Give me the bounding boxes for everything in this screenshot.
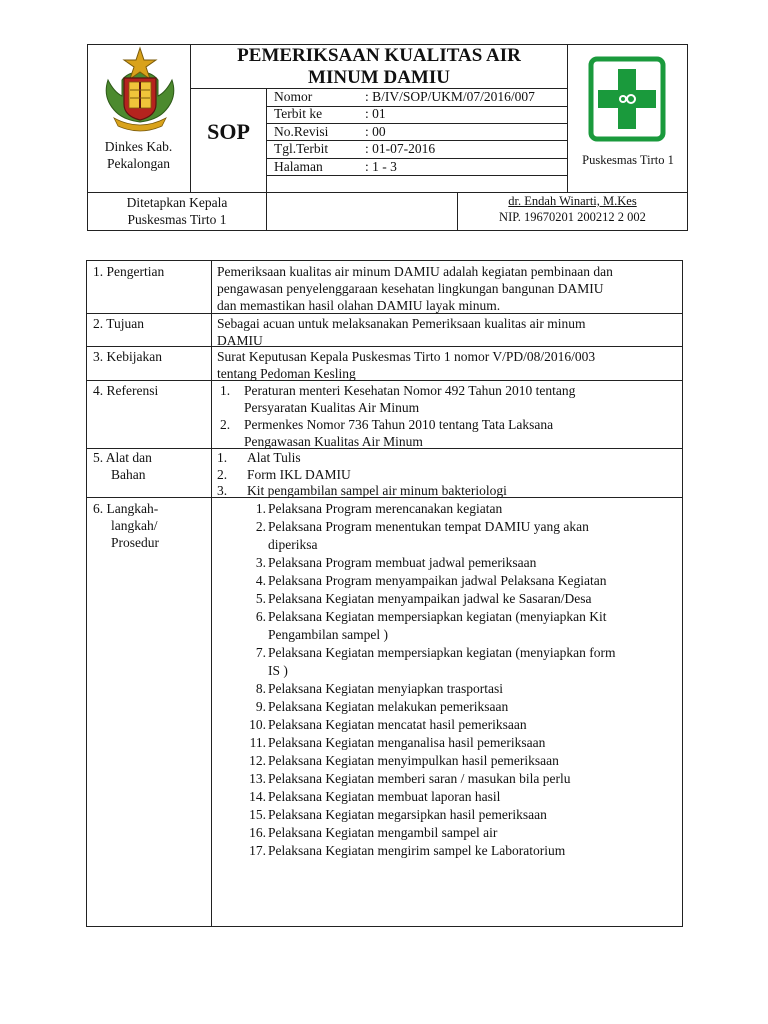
list-item: 8. Pelaksana Kegiatan menyiapkan trasportasi [255, 681, 504, 696]
signer-name: dr. Endah Winarti, M.Kes [508, 194, 637, 208]
label-alat-bahan: 5. Alat dan Bahan [93, 450, 152, 482]
meta-key: No.Revisi [274, 123, 329, 139]
list-referensi [220, 382, 678, 450]
list-item: 2. Permenkes Nomor 736 Tahun 2010 tentang Tata Laksana Pengawasan Kualitas Air Minum [220, 417, 554, 449]
list-item: 10. Pelaksana Kegiatan mencatat hasil pemeriksaan [249, 717, 527, 732]
list-item: 1. Peraturan menteri Kesehatan Nomor 492 Tahun 2010 tentang Persyaratan Kualitas Air Minum [220, 383, 576, 415]
text-tujuan: Sebagai acuan untuk melaksanakan Pemeriksaan kualitas air minum DAMIU [217, 316, 586, 348]
sop-label: SOP [207, 119, 250, 144]
puskesmas-cross-icon [587, 53, 667, 143]
meta-value: : 00 [365, 123, 386, 139]
list-item: 9. Pelaksana Kegiatan melakukan pemeriksaan [255, 699, 509, 714]
right-org-name: Puskesmas Tirto 1 [582, 153, 674, 167]
regency-emblem-icon [100, 46, 180, 134]
list-item: 3. Pelaksana Program membuat jadwal pemeriksaan [255, 555, 537, 570]
list-item: 11. Pelaksana Kegiatan menganalisa hasil pemeriksaan [249, 735, 546, 750]
list-item: 14. Pelaksana Kegiatan membuat laporan hasil [249, 789, 501, 804]
list-item: 2. Pelaksana Program menentukan tempat DAMIU yang akan diperiksa [255, 519, 589, 552]
label-kebijakan: 3. Kebijakan [93, 349, 162, 364]
list-item: 15. Pelaksana Kegiatan megarsipkan hasil pemeriksaan [249, 807, 547, 822]
list-item: 13. Pelaksana Kegiatan memberi saran / masukan bila perlu [249, 771, 571, 786]
list-item: 6. Pelaksana Kegiatan mempersiapkan kegiatan (menyiapkan Kit Pengambilan sampel ) [255, 609, 607, 642]
meta-value: : 1 - 3 [365, 158, 397, 174]
list-item: 16. Pelaksana Kegiatan mengambil sampel air [249, 825, 498, 840]
list-item: 5. Pelaksana Kegiatan menyampaikan jadwal ke Sasaran/Desa [255, 591, 592, 606]
meta-row-nomor [274, 88, 564, 105]
list-item: 1. Alat Tulis [217, 450, 301, 465]
ditetapkan-label: Ditetapkan Kepala Puskesmas Tirto 1 [126, 195, 228, 227]
meta-key: Halaman [274, 158, 323, 174]
signer-nip: NIP. 19670201 200212 2 002 [499, 210, 646, 224]
meta-row-terbit [274, 105, 564, 122]
list-item: 17. Pelaksana Kegiatan mengirim sampel ke Laboratorium [249, 843, 566, 858]
meta-key: Nomor [274, 89, 313, 104]
meta-key: Terbit ke [274, 106, 323, 122]
meta-key: Tgl.Terbit [274, 141, 329, 157]
list-item: 2. Form IKL DAMIU [217, 466, 351, 482]
label-langkah: 6. Langkah- langkah/ Prosedur [93, 501, 159, 550]
meta-value: : B/IV/SOP/UKM/07/2016/007 [365, 89, 535, 104]
label-tujuan: 2. Tujuan [93, 316, 145, 331]
meta-row-revisi [274, 123, 564, 140]
meta-row-tgl-terbit [274, 140, 564, 157]
meta-table [274, 88, 564, 175]
meta-value: : 01 [365, 106, 386, 122]
list-item: 3. Kit pengambilan sampel air minum bakteriologi [217, 483, 507, 498]
list-langkah [240, 500, 680, 860]
left-org-name: Dinkes Kab. Pekalongan [104, 139, 173, 171]
label-pengertian: 1. Pengertian [93, 264, 165, 279]
meta-row-halaman [274, 158, 564, 175]
signer-block [458, 193, 687, 225]
list-item: 12. Pelaksana Kegiatan menyimpulkan hasil pemeriksaan [249, 753, 559, 768]
list-item: 1. Pelaksana Program merencanakan kegiatan [255, 501, 503, 516]
list-item: 4. Pelaksana Program menyampaikan jadwal Pelaksana Kegiatan [255, 573, 607, 588]
list-alat-bahan [217, 449, 679, 499]
meta-value: : 01-07-2016 [365, 141, 436, 157]
label-referensi: 4. Referensi [93, 383, 159, 398]
text-kebijakan: Surat Keputusan Kepala Puskesmas Tirto 1 nomor V/PD/08/2016/003 tentang Pedoman Kesling [217, 349, 596, 381]
text-pengertian: Pemeriksaan kualitas air minum DAMIU adalah kegiatan pembinaan dan pengawasan penyelenggaraan kesehatan lingkungan bangunan DAMIU dan memastikan hasil olahan DAMIU layak minum. [217, 264, 613, 313]
list-item: 7. Pelaksana Kegiatan mempersiapkan kegiatan (menyiapkan form IS ) [255, 645, 616, 678]
page-title: PEMERIKSAAN KUALITAS AIR MINUM DAMIU [237, 45, 521, 88]
